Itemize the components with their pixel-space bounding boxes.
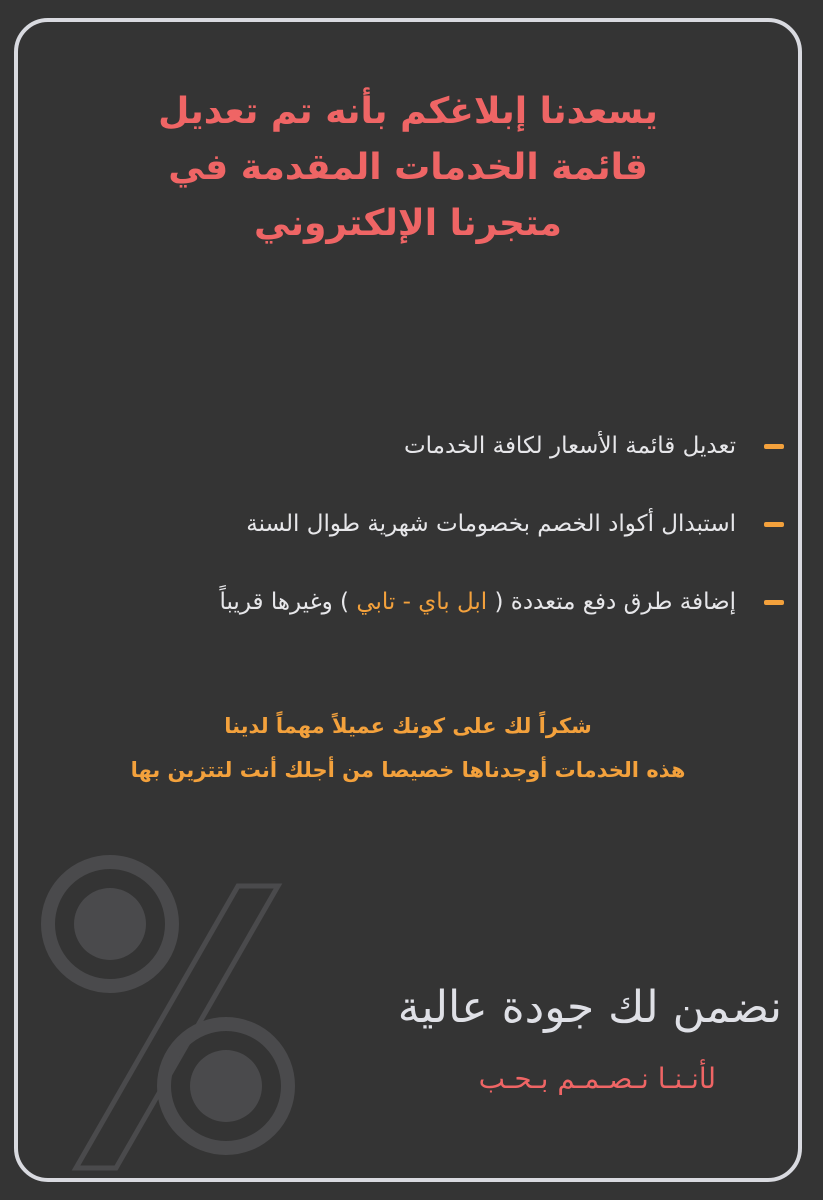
bullet-dash-icon <box>764 600 784 605</box>
feature-text: استبدال أكواد الخصم بخصومات شهرية طوال السنة <box>246 511 736 537</box>
feature-text-suffix: ) وغيرها قريباً <box>219 589 357 615</box>
quality-guarantee: نضمن لك جودة عالية <box>397 982 782 1033</box>
announcement-headline <box>78 84 738 252</box>
thanks-line-2: هذه الخدمات أوجدناها خصيصا من أجلك أنت لتتزين بها <box>130 758 686 782</box>
headline-line-3: متجرنا الإلكتروني <box>254 203 562 244</box>
feature-item <box>58 563 788 641</box>
announcement-card <box>14 18 802 1182</box>
bullet-dash-icon <box>764 444 784 449</box>
love-tagline: لأنـنـا نـصـمـم بـحـب <box>478 1062 716 1095</box>
feature-list <box>58 407 788 641</box>
feature-item <box>58 485 788 563</box>
thank-you-message <box>38 704 778 792</box>
thanks-line-1: شكراً لك على كونك عميلاً مهماً لدينا <box>224 714 592 738</box>
bullet-dash-icon <box>764 522 784 527</box>
payment-methods-highlight: ابل باي - تابي <box>356 589 488 615</box>
feature-text: تعديل قائمة الأسعار لكافة الخدمات <box>404 433 736 459</box>
feature-text-prefix: إضافة طرق دفع متعددة ( <box>487 589 736 615</box>
headline-line-1: يسعدنا إبلاغكم بأنه تم تعديل <box>158 91 658 132</box>
percent-icon <box>38 842 298 1172</box>
feature-text <box>219 589 736 615</box>
headline-line-2: قائمة الخدمات المقدمة في <box>168 147 648 188</box>
feature-item <box>58 407 788 485</box>
